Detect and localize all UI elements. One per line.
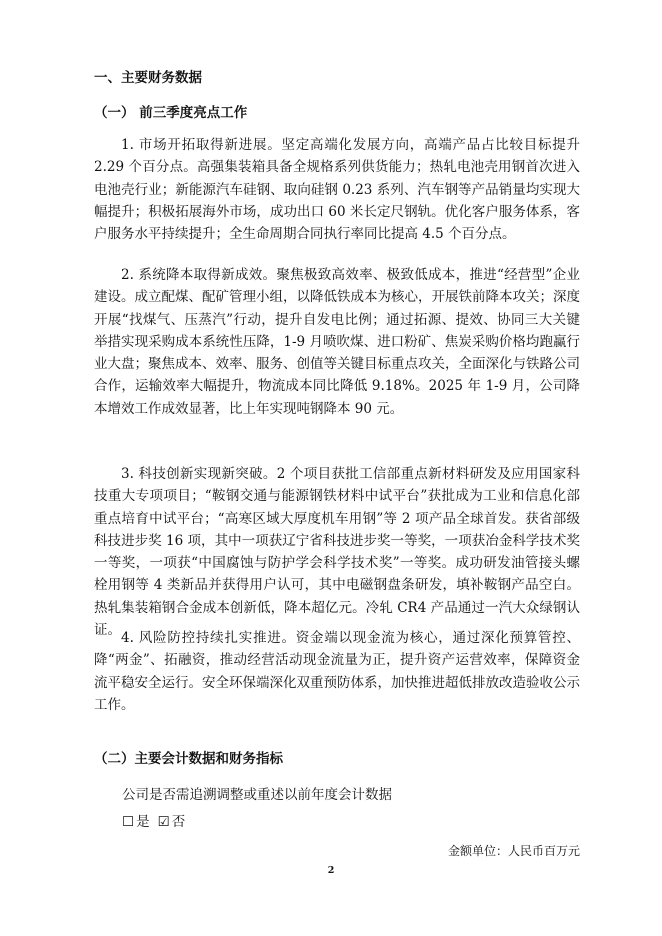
paragraph-market: 1. 市场开拓取得新进展。坚定高端化发展方向，高端产品占比较目标提升 2.29 个百分点。高强集装箱具备全规格系列供货能力；热轧电池壳用钢首次进入电池壳行业；新能源汽车硅钢、取向硅钢 0.23 系列、汽车钢等产品销量均实现大幅提升；积极拓展海外市场，成功出口 60 米长定尺钢轨。优化客户服务体系，客户服务水平持续提升；全生命周期合同执行率同比提高 4.5 个百分点。 — [94, 137, 580, 243]
page-number: 2 — [327, 865, 335, 876]
no-label: 否 — [171, 814, 186, 830]
section-title: 一、主要财务数据 — [94, 70, 202, 86]
subsection-title-highlights: （一） 前三季度亮点工作 — [94, 105, 248, 121]
restatement-question: 公司是否需追溯调整或重述以前年度会计数据 — [122, 787, 392, 803]
paragraph-innovation: 3. 科技创新实现新突破。2 个项目获批工信部重点新材料研发及应用国家科技重大专项项目；“鞍钢交通与能源钢铁材料中试平台”获批成为工业和信息化部重点培育中试平台；“高寒区域大厚度机车用钢”等 2 项产品全球首发。获省部级科技进步奖 16 项，其中一项获辽宁省科技进步奖一等奖，一项获冶金科学技术奖一等奖，一项获“中国腐蚀与防护学会科学技术奖”一等奖。成功研发油管接头螺栓用钢等 4 类新品并获得用户认可，其中电磁钢盘条研发，填补鞍钢产品空白。热轧集装箱钢合金成本创新低，降本超亿元。冷轧 CR4 产品通过一汽大众绿钢认证。 — [94, 466, 580, 639]
paragraph-risk: 4. 风险防控持续扎实推进。资金端以现金流为核心，通过深化预算管控、降“两金”、拓融资，推动经营活动现金流量为正，提升资产运营效率，保障资金流平稳安全运行。安全环保端深化双重预防体系，加快推进超低排放改造验收公示工作。 — [94, 630, 580, 713]
unchecked-box-icon: ☐ — [122, 814, 135, 830]
restatement-choice — [122, 812, 185, 832]
subsection-title-accounting: （二）主要会计数据和财务指标 — [94, 751, 283, 767]
checked-box-icon: ☑ — [157, 814, 170, 830]
currency-unit-note: 金额单位：人民币百万元 — [447, 844, 580, 858]
paragraph-cost: 2. 系统降本取得新成效。聚焦极致高效率、极致低成本，推进“经营型”企业建设。成立配煤、配矿管理小组，以降低铁成本为核心，开展铁前降本攻关；深度开展“找煤气、压蒸汽”行动，提升自发电比例；通过拓源、提效、协同三大关键举措实现采购成本系统性压降，1-9 月喷吹煤、进口粉矿、焦炭采购价格均跑赢行业大盘；聚焦成本、效率、服务、创值等关键目标重点攻关，全面深化与铁路公司合作，运输效率大幅提升，物流成本同比降低 9.18%。2025 年 1-9 月，公司降本增效工作成效显著，比上年实现吨钢降本 90 元。 — [94, 267, 580, 417]
yes-label: 是 — [136, 814, 150, 830]
